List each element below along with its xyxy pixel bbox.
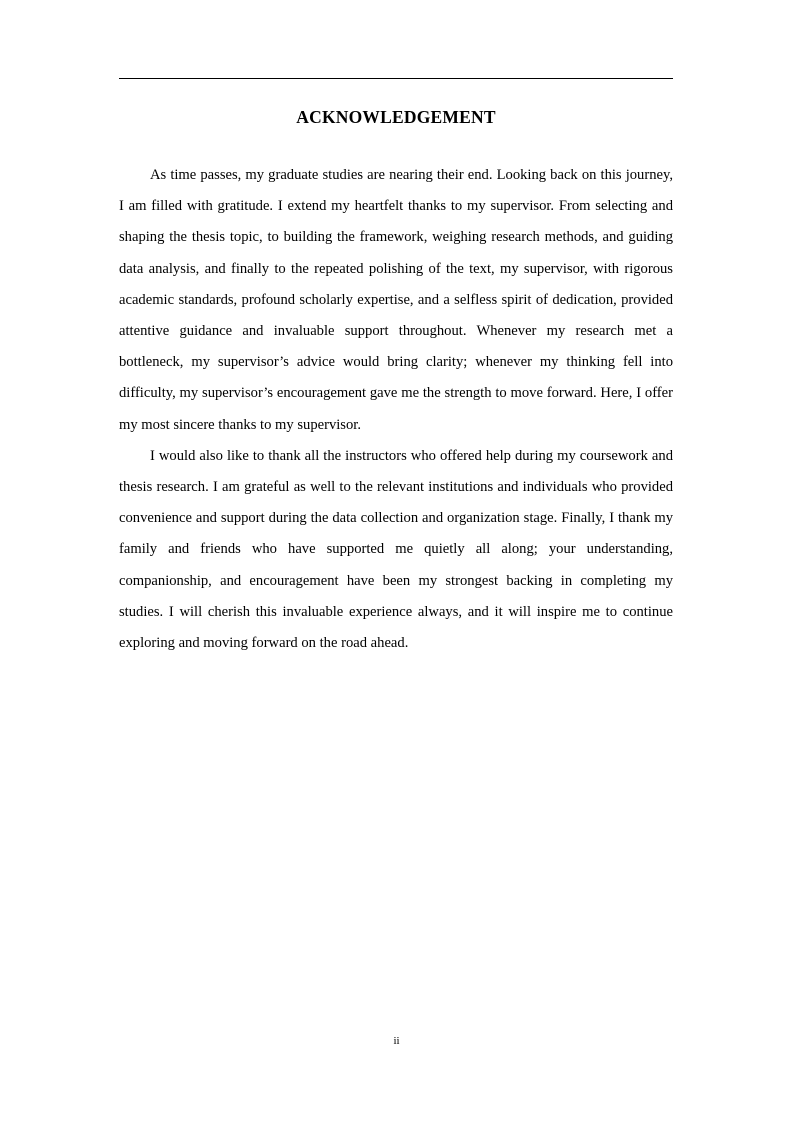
header-rule [119, 78, 673, 79]
page-title: ACKNOWLEDGEMENT [296, 107, 496, 127]
paragraph-supervisor-thanks: As time passes, my graduate studies are nearing their end. Looking back on this journey, I am filled with gratitude. I extend my heartfelt thanks to my supervisor. From selecting and shaping the thesis topic, to building the framework, weighing research methods, and guiding data analysis, and finally to the repeated polishing of the text, my supervisor, with rigorous academic standards, profound scholarly expertise, and a selfless spirit of dedication, provided attentive guidance and invaluable support throughout. Whenever my research met a bottleneck, my supervisor’s advice would bring clarity; whenever my thinking fell into difficulty, my supervisor’s encouragement gave me the strength to move forward. Here, I offer my most sincere thanks to my supervisor. [119, 167, 673, 433]
page-number: ii [393, 1035, 400, 1047]
paragraph-others-thanks: I would also like to thank all the instructors who offered help during my coursework and thesis research. I am grateful as well to the relevant institutions and individuals who provided convenience and support during the data collection and organization stage. Finally, I thank my family and friends who have supported me quietly all along; your understanding, companionship, and encouragement have been my strongest backing in completing my studies. I will cherish this invaluable experience always, and it will inspire me to continue exploring and moving forward on the road ahead. [119, 447, 673, 652]
body-text [119, 160, 673, 659]
